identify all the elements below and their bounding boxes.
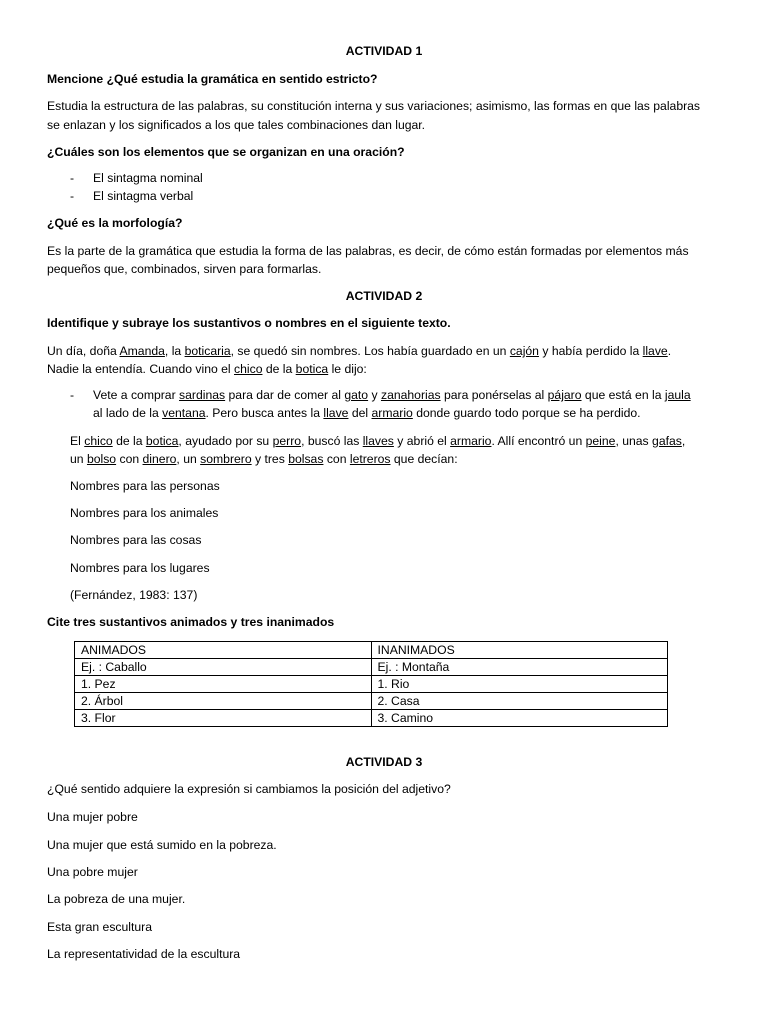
table-cell: 1. Pez [75,676,372,693]
noun: chico [234,362,263,376]
text-run: donde guardo todo porque se ha perdido. [412,406,641,420]
table-cell: 1. Rio [371,676,668,693]
noun: llaves [362,434,394,448]
noun: peine [585,434,616,448]
table-row [75,710,668,727]
text-run: de la [112,434,146,448]
text-run: , la [164,344,185,358]
text-run: al lado de la [93,406,163,420]
text-run: , [681,434,686,448]
expression-line: Esta gran escultura [47,920,153,934]
expression-line: Una mujer que está sumido en la pobreza. [47,838,277,852]
text-run: . Allí encontró un [491,434,586,448]
text-run: Vete a comprar [93,388,180,402]
text-run: y había perdido la [538,344,643,358]
activity-3-title: ACTIVIDAD 3 [345,755,423,769]
text-run: le dijo: [328,362,367,376]
text-run: un [70,452,87,466]
expression-line: La pobreza de una mujer. [47,892,186,906]
noun: ventana [162,406,206,420]
bullet-dash: - [70,189,75,203]
noun: chico [84,434,113,448]
text-run: con [116,452,143,466]
expression-line: Una pobre mujer [47,865,138,879]
table-row [75,676,668,693]
noun: gato [344,388,369,402]
noun: armario [450,434,492,448]
noun: cajón [509,344,539,358]
noun: llave [323,406,349,420]
text-run: . [667,344,672,358]
question-animated: Cite tres sustantivos animados y tres inanimados [47,615,335,629]
table-cell: Ej. : Montaña [371,659,668,676]
question-elements: ¿Cuáles son los elementos que se organizan en una oración? [47,145,405,159]
answer-morphology-line-2: pequeños que, combinados, sirven para formarlas. [47,262,322,276]
bullet-dash: - [70,171,75,185]
table-cell: 2. Casa [371,693,668,710]
noun: pájaro [547,388,582,402]
noun: jaula [664,388,691,402]
table-cell: 3. Flor [75,710,372,727]
text-run: de la [262,362,296,376]
table-cell: Ej. : Caballo [75,659,372,676]
text-run: Nadie la entendía. Cuando vino el [47,362,235,376]
noun: botica [295,362,329,376]
table-header-row [75,642,668,659]
list-item: El sintagma nominal [93,171,203,185]
text-run: El [70,434,85,448]
answer-grammar-line-1: Estudia la estructura de las palabras, su constitución interna y sus variaciones; asimismo, las formas en que las palabras [47,99,701,113]
text-run: y [368,388,381,402]
table-row [75,659,668,676]
text-run: Un día, doña [47,344,120,358]
question-adjective: ¿Qué sentido adquiere la expresión si cambiamos la posición del adjetivo? [47,782,451,796]
text-run: . Pero busca antes la [205,406,324,420]
table-header: INANIMADOS [371,642,668,659]
noun: dinero [142,452,177,466]
text-run: para ponérselas al [440,388,548,402]
text-run: que está en la [581,388,665,402]
noun: sombrero [200,452,252,466]
noun: llave [642,344,668,358]
instruction-underline: Identifique y subraye los sustantivos o nombres en el siguiente texto. [47,316,451,330]
text-run: que decían: [390,452,458,466]
table-cell: 2. Árbol [75,693,372,710]
noun: perro [272,434,302,448]
text-run: y tres [251,452,289,466]
text-run: , se quedó sin nombres. Los había guardado en un [230,344,510,358]
noun: botica [145,434,179,448]
text-run: , buscó las [301,434,363,448]
expression-line: La representatividad de la escultura [47,947,241,961]
text-run: , ayudado por su [178,434,273,448]
table-header: ANIMADOS [75,642,372,659]
activity-2-title: ACTIVIDAD 2 [345,289,423,303]
noun: sardinas [179,388,226,402]
quote-line-1 [93,386,691,404]
story-paragraph-2-line-2 [70,450,458,468]
question-morphology: ¿Qué es la morfología? [47,216,183,230]
quote-dash: - [70,388,75,402]
noun: armario [371,406,413,420]
text-run: para dar de comer al [225,388,345,402]
expression-line: Una mujer pobre [47,810,138,824]
list-item: El sintagma verbal [93,189,194,203]
names-line: Nombres para los animales [70,506,219,520]
text-run: del [348,406,372,420]
noun: bolsas [288,452,324,466]
noun: letreros [349,452,391,466]
text-run: con [323,452,350,466]
noun: bolso [86,452,117,466]
citation: (Fernández, 1983: 137) [70,588,198,602]
table-cell: 3. Camino [371,710,668,727]
story-paragraph-1-line-1 [47,342,723,360]
noun: zanahorias [380,388,441,402]
table-row [75,693,668,710]
names-line: Nombres para los lugares [70,561,210,575]
noun: gafas [652,434,682,448]
text-run: y abrió el [393,434,451,448]
quote-line-2 [93,404,641,422]
names-line: Nombres para las personas [70,479,220,493]
activity-1-title: ACTIVIDAD 1 [345,44,423,58]
nouns-table [74,641,668,727]
story-paragraph-2-line-1 [70,432,685,450]
noun: Amanda [119,344,165,358]
answer-morphology-line-1: Es la parte de la gramática que estudia la forma de las palabras, es decir, de cómo están formadas por elementos más [47,244,689,258]
names-line: Nombres para las cosas [70,533,202,547]
story-paragraph-1-line-2 [47,360,367,378]
noun: boticaria [184,344,231,358]
question-grammar: Mencione ¿Qué estudia la gramática en sentido estricto? [47,72,378,86]
answer-grammar-line-2: se enlazan y los significados a los que tales combinaciones dan lugar. [47,118,426,132]
text-run: , unas [615,434,653,448]
text-run: , un [176,452,201,466]
